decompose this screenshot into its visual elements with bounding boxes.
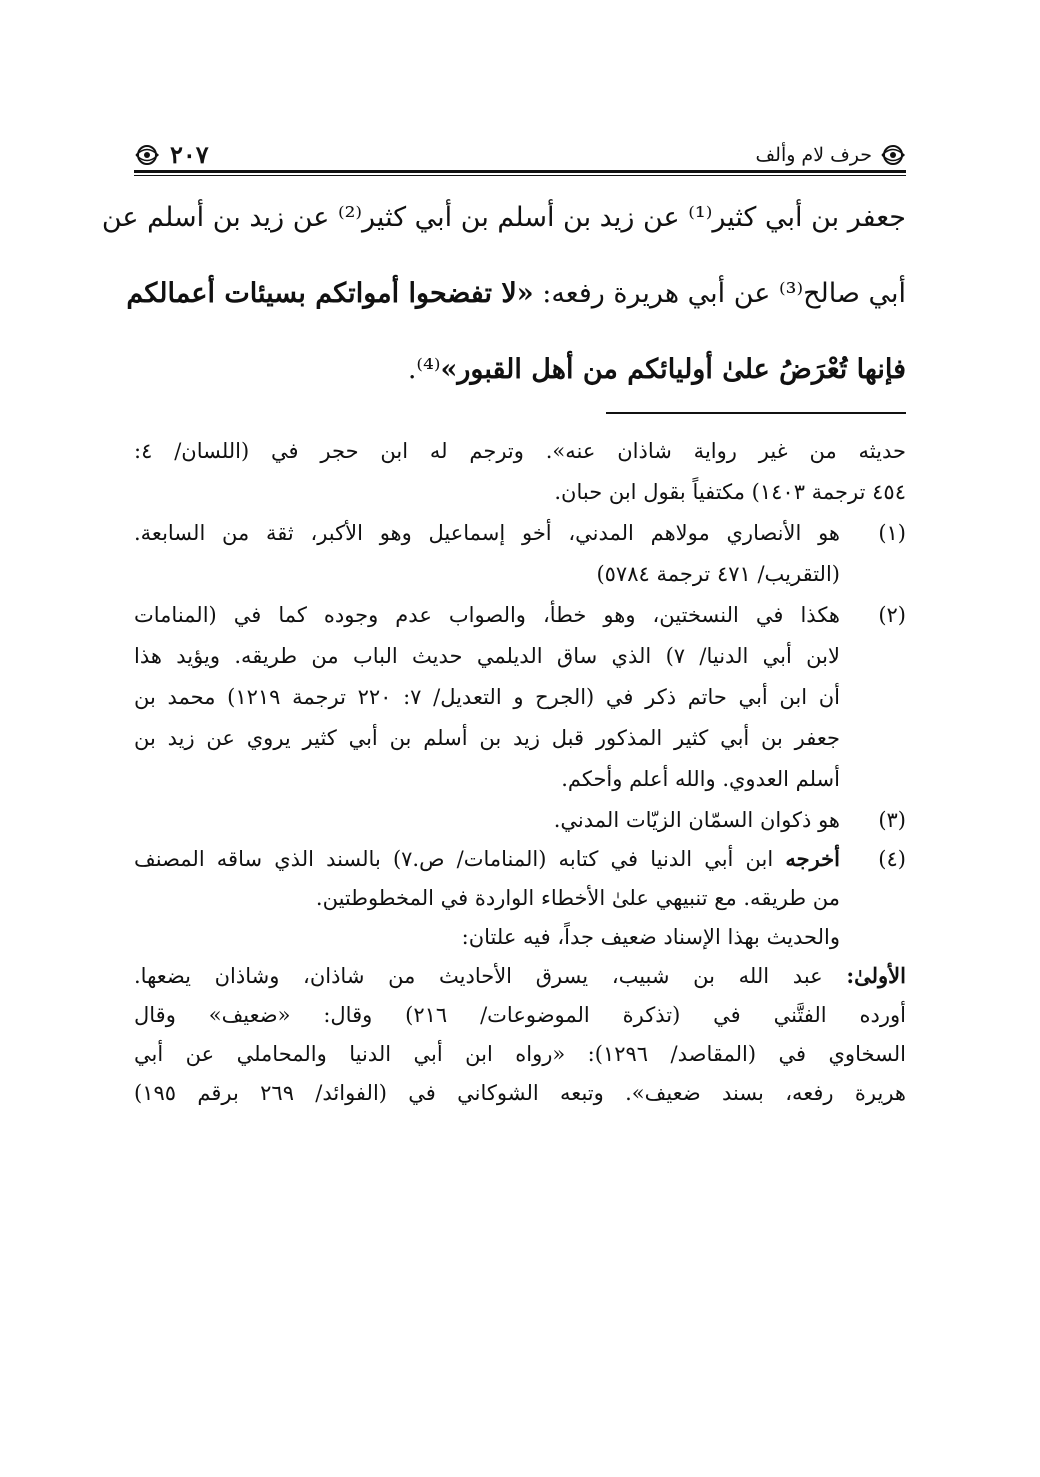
continuation-line-2: ٤٥٤ ترجمة ١٤٠٣) مكتفياً بقول ابن حبان. <box>554 480 906 504</box>
footnote-3-line-1: هو ذكوان السمّان الزيّات المدني. <box>553 808 840 832</box>
footnote-4-line-3: والحديث بهذا الإسناد ضعيف جداً، فيه علتان: <box>461 925 840 949</box>
footnotes <box>134 436 906 1117</box>
page-header <box>134 140 906 174</box>
footnote-1-line-2: (التقريب/ ٤٧١ ترجمة ٥٧٨٤) <box>596 562 840 586</box>
footnote-4-line-2: من طريقه. مع تنبيهي علىٰ الأخطاء الواردة في المخطوطتين. <box>315 886 840 910</box>
header-rule-thin <box>134 175 906 176</box>
footnote-2-line-2: لابن أبي الدنيا/ ٧) الذي ساق الديلمي حديث الباب من طريقه. ويؤيد هذا <box>134 644 840 668</box>
main-text <box>101 196 906 424</box>
ornament-right-icon <box>880 142 906 168</box>
footnote-4-bold-lead: أخرجه <box>785 846 840 871</box>
main-line-3: فإنها تُعْرَضُ علىٰ أوليائكم من أهل القبور»⁽⁴⁾. <box>407 354 906 385</box>
main-line-2: أبي صالح⁽³⁾ عن أبي هريرة رفعه: «لا تفضحوا أمواتكم بسيئات أعمالكم <box>126 278 906 309</box>
header-rule-thick <box>134 170 906 173</box>
footnote-2-number: (٢) <box>878 603 906 627</box>
footnote-2-line-3: أن ابن أبي حاتم ذكر في (الجرح و التعديل/ ٧: ٢٢٠ ترجمة ١٢١٩) محمد بن <box>134 685 840 709</box>
footnote-3-number: (٣) <box>878 808 906 832</box>
footnote-4-number: (٤) <box>878 847 906 871</box>
footnote-4-flush-1 <box>134 961 906 1000</box>
page-number: ٢٠٧ <box>170 140 209 169</box>
main-line-1: جعفر بن أبي كثير⁽¹⁾ عن زيد بن أسلم بن أبي كثير⁽²⁾ عن زيد بن أسلم عن <box>101 202 906 233</box>
footnote-2-line-1: هكذا في النسختين، وهو خطأ، والصواب عدم وجوده كما في (المنامات <box>134 603 840 627</box>
first-defect-label: الأولىٰ: <box>846 963 906 988</box>
footnote-4-line-1: ابن أبي الدنيا في كتابه (المنامات/ ص.٧) بالسند الذي ساقه المصنف <box>134 847 774 871</box>
footnote-4 <box>134 844 906 883</box>
footnote-3 <box>134 805 906 844</box>
footnote-2-line-5: أسلم العدوي. والله أعلم وأحكم. <box>561 767 840 791</box>
ornament-left-icon <box>134 142 160 168</box>
footnote-separator <box>606 412 906 414</box>
footnote-1-number: (١) <box>878 521 906 545</box>
footnote-4-flush-4: هريرة رفعه، بسند ضعيف». وتبعه الشوكاني في (الفوائد/ ٢٦٩ برقم ١٩٥) <box>134 1081 906 1105</box>
continuation-line-1: حديثه من غير رواية شاذان عنه». وترجم له ابن حجر في (اللسان/ ٤: <box>134 439 906 463</box>
footnote-1 <box>134 518 906 559</box>
chapter-title: حرف لام وألف <box>755 144 872 166</box>
hadith-quote-bold: فإنها تُعْرَضُ علىٰ أوليائكم من أهل القبور» <box>440 354 906 385</box>
footnote-1-line-1: هو الأنصاري مولاهم المدني، أخو إسماعيل وهو الأكبر، ثقة من السابعة. <box>134 521 840 545</box>
footnote-2 <box>134 600 906 641</box>
hadith-quote-bold: «لا تفضحوا أمواتكم بسيئات أعمالكم <box>126 278 534 309</box>
footnote-4-flush-line-1: عبد الله بن شبيب، يسرق الأحاديث من شاذان، وشاذان يضعها. <box>134 964 823 988</box>
footnote-2-line-4: جعفر بن أبي كثير المذكور قبل زيد بن أسلم بن أبي كثير يروي عن زيد بن <box>134 726 840 750</box>
footnote-4-flush-3: السخاوي في (المقاصد/ ١٢٩٦): «رواه ابن أبي الدنيا والمحاملي عن أبي <box>134 1042 906 1066</box>
footnote-4-flush-2: أورده الفتَّني في (تذكرة الموضوعات/ ٢١٦) وقال: «ضعيف» وقال <box>134 1003 906 1027</box>
